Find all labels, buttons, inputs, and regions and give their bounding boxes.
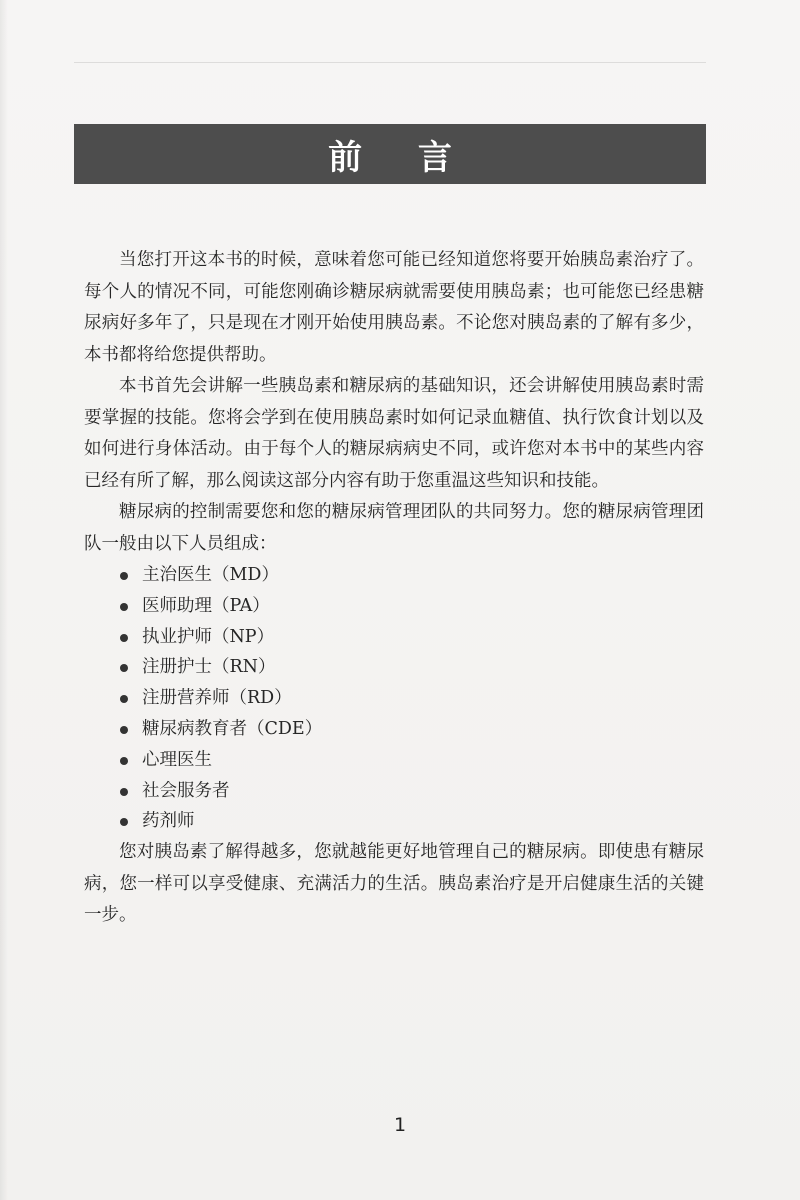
page-title: 前 言 [328, 137, 474, 178]
list-item-label: 心理医生 [142, 749, 212, 770]
preface-body [84, 245, 704, 932]
list-item [120, 683, 704, 714]
paragraph-intro: 当您打开这本书的时候，意味着您可能已经知道您将要开始胰岛素治疗了。每个人的情况不同，可能您刚确诊糖尿病就需要使用胰岛素；也可能您已经患糖尿病好多年了，只是现在才刚开始使用胰岛素。不论您对胰岛素的了解有多少，本书都将给您提供帮助。 [84, 250, 704, 365]
list-item-label: 药剂师 [142, 811, 195, 832]
list-item [120, 591, 704, 622]
list-item [120, 745, 704, 776]
list-item-label: 医师助理（PA） [142, 595, 270, 616]
show-through-line [74, 62, 706, 63]
list-item-label: 注册营养师（RD） [142, 688, 292, 709]
list-item [120, 622, 704, 653]
team-member-list [84, 560, 704, 837]
list-item [120, 714, 704, 745]
paragraph-team: 糖尿病的控制需要您和您的糖尿病管理团队的共同努力。您的糖尿病管理团队一般由以下人员组成： [84, 502, 704, 554]
list-item-label: 执业护师（NP） [142, 626, 275, 647]
list-item-label: 注册护士（RN） [142, 657, 276, 678]
page-edge-shadow [0, 0, 8, 1200]
title-banner [74, 124, 706, 184]
list-item-label: 糖尿病教育者（CDE） [142, 718, 323, 739]
bullet-icon [120, 634, 128, 642]
list-item-label: 社会服务者 [142, 780, 230, 801]
bullet-icon [120, 695, 128, 703]
list-item [120, 652, 704, 683]
bullet-icon [120, 572, 128, 580]
bullet-icon [120, 788, 128, 796]
bullet-icon [120, 726, 128, 734]
bullet-icon [120, 818, 128, 826]
bullet-icon [120, 757, 128, 765]
bullet-icon [120, 664, 128, 672]
list-item [120, 776, 704, 807]
bullet-icon [120, 603, 128, 611]
list-item-label: 主治医生（MD） [142, 565, 279, 585]
page-number: 1 [393, 1114, 407, 1136]
paragraph-closing: 您对胰岛素了解得越多，您就越能更好地管理自己的糖尿病。即使患有糖尿病，您一样可以享受健康、充满活力的生活。胰岛素治疗是开启健康生活的关键一步。 [84, 842, 704, 926]
list-item [120, 806, 704, 837]
paragraph-overview: 本书首先会讲解一些胰岛素和糖尿病的基础知识，还会讲解使用胰岛素时需要掌握的技能。您将会学到在使用胰岛素时如何记录血糖值、执行饮食计划以及如何进行身体活动。由于每个人的糖尿病病史不同，或许您对本书中的某些内容已经有所了解，那么阅读这部分内容有助于您重温这些知识和技能。 [84, 376, 704, 491]
list-item [120, 560, 704, 591]
